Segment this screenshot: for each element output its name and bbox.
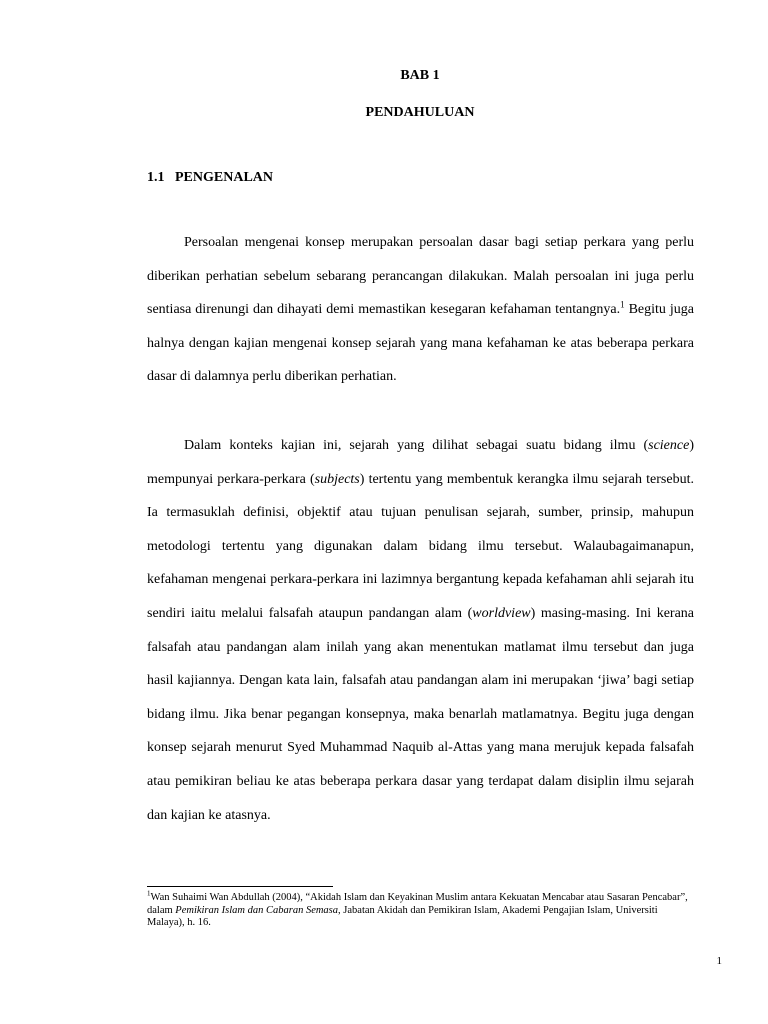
footnote-reference[interactable]: 1	[620, 299, 625, 310]
paragraph-2-text-1: Dalam konteks kajian ini, sejarah yang dilihat sebagai suatu bidang ilmu (	[184, 438, 649, 453]
footnote-text-1: Wan Suhaimi Wan Abdullah (2004), “Akidah Islam dan Keyakinan Muslim antara Kekuatan Mencabar atau Sasaran Pencabar”, dalam	[147, 892, 688, 916]
footnote-text-2: , Jabatan Akidah dan Pemikiran Islam, Akademi Pengajian Islam, Universiti Malaya), h. 16.	[147, 904, 658, 928]
chapter-label: BAB 1	[400, 68, 440, 83]
paragraph-2-text-4: ) masing-masing. Ini kerana falsafah atau pandangan alam inilah yang akan menentukan matlamat ilmu tersebut dan juga hasil kajiannya. Dengan kata lain, falsafah atau pandangan alam ini merupakan ‘jiwa’ bagi setiap bidang ilmu. Jika benar pegangan konsepnya, maka benarlah matlamatnya. Begitu juga dengan konsep sejarah menurut Syed Muhammad Naquib al-Attas yang mana merujuk kepada falsafah atau pemikiran beliau ke atas beberapa perkara dasar yang terdapat dalam disiplin ilmu sejarah dan kajian ke atasnya.	[147, 605, 694, 823]
page-number: 1	[716, 955, 722, 967]
footnote	[147, 889, 694, 930]
section-title: PENGENALAN	[175, 170, 274, 185]
paragraph-1-text-b: Begitu juga halnya dengan kajian mengenai konsep sejarah yang mana kefahaman ke atas beberapa perkara dasar di dalamnya perlu diberikan perhatian.	[147, 302, 694, 385]
footnote-marker: 1	[147, 889, 151, 898]
paragraph-2-text-2: ) mempunyai perkara-perkara (	[147, 438, 694, 487]
paragraph-1	[147, 226, 694, 394]
paragraph-1-text-a: Persoalan mengenai konsep merupakan persoalan dasar bagi setiap perkara yang perlu diberikan perhatian sebelum sebarang perancangan dilakukan. Malah persoalan ini juga perlu sentiasa direnungi dan dihayati demi memastikan kesegaran kefahaman tentangnya.	[147, 235, 694, 318]
chapter-title: PENDAHULUAN	[365, 105, 475, 120]
footnote-separator	[147, 886, 333, 887]
paragraph-2	[147, 429, 694, 832]
paragraph-2-text-3: ) tertentu yang membentuk kerangka ilmu sejarah tersebut. Ia termasuklah definisi, objektif atau tujuan penulisan sejarah, sumber, prinsip, mahupun metodologi tertentu yang digunakan dalam bidang ilmu tersebut. Walaubagaimanapun, kefahaman mengenai perkara-perkara ini lazimnya bergantung kepada kefahaman ahli sejarah itu sendiri iaitu melalui falsafah ataupun pandangan alam (	[147, 471, 694, 621]
term-science: science	[648, 438, 690, 453]
section-number: 1.1	[147, 170, 165, 185]
section-heading	[147, 170, 273, 186]
term-subjects: subjects	[314, 471, 360, 487]
term-worldview: worldview	[472, 605, 531, 621]
footnote-book-title: Pemikiran Islam dan Cabaran Semasa	[175, 904, 339, 916]
